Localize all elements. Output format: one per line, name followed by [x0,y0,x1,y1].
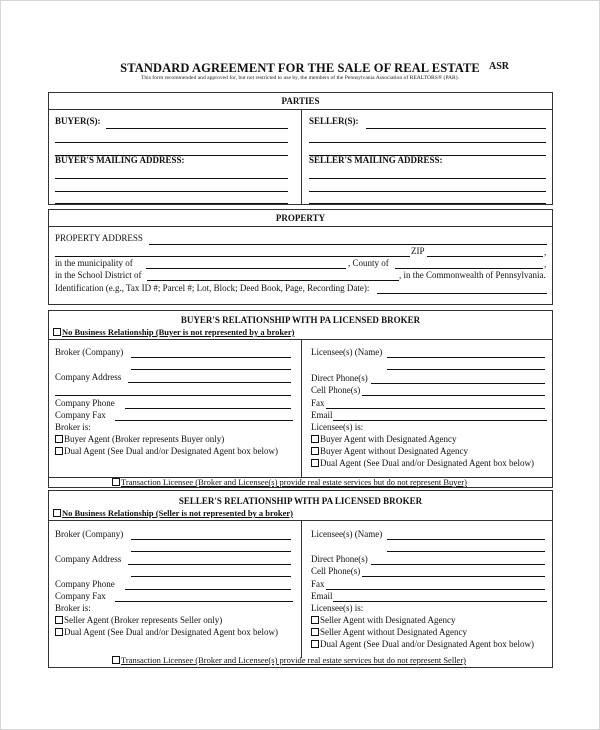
seller-company-fax-label: Company Fax [55,591,106,601]
buyer-designated-agency-checkbox[interactable] [311,435,319,443]
seller-agent-checkbox[interactable] [55,616,63,624]
seller-address-field-1[interactable] [309,178,546,179]
buyer-company-fax-label: Company Fax [55,410,106,420]
seller-broker-heading: SELLER'S RELATIONSHIP WITH PA LICENSED BROKER [178,496,423,506]
buyer-agent-checkbox[interactable] [55,435,63,443]
zip-label: ZIP [411,246,425,256]
seller-licensee-is-label: Licensee(s) is: [311,603,364,613]
buyer-company-address-label: Company Address [55,372,122,382]
form-code: ASR [489,61,510,72]
seller-transaction-licensee-checkbox[interactable] [112,656,120,664]
seller-cell-phone-label: Cell Phone(s) [311,566,361,576]
buyer-cell-phone-field[interactable] [362,395,545,396]
seller-without-designated-agency-checkbox[interactable] [311,628,319,636]
seller-transaction-licensee-label: Transaction Licensee (Broker and Licensee(s) provide real estate services but do not represent Seller) [121,655,466,665]
zip-comma: , [544,247,547,257]
buyer-email-label: Email [311,410,333,420]
buyer-broker-divider [301,340,302,477]
seller-licensee-name-field[interactable] [387,539,545,540]
buyer-dual-agent-checkbox[interactable] [55,447,63,455]
seller-email-label: Email [311,591,333,601]
seller-licensee-dual-agent-label: Dual Agent (See Dual and/or Designated Agent box below) [320,639,534,649]
document-title: STANDARD AGREEMENT FOR THE SALE OF REAL ESTATE [120,61,480,75]
buyer-broker-heading: BUYER'S RELATIONSHIP WITH PA LICENSED BROKER [180,315,421,325]
county-field[interactable] [395,268,543,269]
identification-field[interactable] [377,293,547,294]
seller-dual-agent-label: Dual Agent (See Dual and/or Designated Agent box below) [64,627,278,637]
buyer-company-fax-field[interactable] [115,420,293,421]
property-address-label: PROPERTY ADDRESS [55,233,143,243]
buyer-address-field-1[interactable] [55,178,288,179]
property-heading: PROPERTY [49,210,552,227]
seller-broker-company-field[interactable] [131,539,291,540]
seller-company-address-field[interactable] [128,564,291,565]
seller-fax-field[interactable] [326,589,545,590]
buyer-label: BUYER(S): [55,116,101,126]
buyer-direct-phone-label: Direct Phone(s) [311,373,368,383]
seller-licensee-name-label: Licensee(s) (Name) [311,529,383,539]
buyer-licensee-is-label: Licensee(s) is: [311,422,364,432]
seller-company-phone-label: Company Phone [55,579,115,589]
seller-designated-agency-label: Seller Agent with Designated Agency [320,615,456,625]
property-address-field[interactable] [149,244,547,245]
buyer-designated-agency-label: Buyer Agent with Designated Agency [320,434,457,444]
buyer-no-relationship-label: No Business Relationship (Buyer is not represented by a broker) [62,327,295,337]
seller-agent-label: Seller Agent (Broker represents Seller only) [64,615,223,625]
identification-label: Identification (e.g., Tax ID #; Parcel #; Lot, Block; Deed Book, Page, Recording Date): [55,283,370,293]
seller-fax-label: Fax [311,579,325,589]
buyer-fax-label: Fax [311,398,325,408]
seller-address-field-2[interactable] [309,191,546,192]
seller-label: SELLER(S): [309,116,359,126]
buyer-name-field[interactable] [106,128,288,129]
seller-broker-divider [301,521,302,658]
parties-heading: PARTIES [49,93,552,110]
buyer-licensee-name-field[interactable] [387,357,545,358]
buyer-address-field-2[interactable] [55,191,288,192]
buyer-licensee-name-label: Licensee(s) (Name) [311,347,383,357]
buyer-address-field-3[interactable] [55,203,288,204]
seller-no-relationship-label: No Business Relationship (Seller is not represented by a broker) [62,508,294,518]
parties-section [48,92,553,205]
buyer-licensee-name-field-2[interactable] [387,369,545,370]
buyer-without-designated-agency-label: Buyer Agent without Designated Agency [320,446,468,456]
buyer-fax-field[interactable] [326,408,545,409]
seller-licensee-dual-agent-checkbox[interactable] [311,640,319,648]
seller-company-phone-field[interactable] [125,589,291,590]
buyer-mailing-label: BUYER'S MAILING ADDRESS: [55,155,185,165]
buyer-company-address-field-2[interactable] [55,395,291,396]
seller-broker-section [48,490,553,668]
buyer-licensee-dual-agent-label: Dual Agent (See Dual and/or Designated Agent box below) [320,458,534,468]
municipality-label: in the municipality of [55,258,133,268]
seller-name-field-2[interactable] [309,142,546,143]
seller-no-relationship-checkbox[interactable] [53,509,61,517]
seller-without-designated-agency-label: Seller Agent without Designated Agency [320,627,467,637]
document-subtitle: This form recommended and approved for, but not restricted to use by, the members of the Pennsylvania Association of REALTORS® (PAR). [140,75,460,81]
seller-licensee-name-field-2[interactable] [387,551,545,552]
seller-direct-phone-label: Direct Phone(s) [311,554,368,564]
seller-address-field-3[interactable] [309,203,546,204]
county-comma: , [544,259,547,269]
buyer-no-relationship-checkbox[interactable] [53,328,61,336]
parties-divider [301,109,302,205]
commonwealth-text: , in the Commonwealth of Pennsylvania. [399,270,546,280]
seller-company-address-label: Company Address [55,554,122,564]
property-section [48,209,553,305]
seller-broker-is-label: Broker is: [55,603,91,613]
buyer-email-field[interactable] [333,420,547,421]
municipality-field[interactable] [146,268,346,269]
seller-name-field[interactable] [366,128,546,129]
buyer-company-phone-field[interactable] [125,408,291,409]
seller-email-field[interactable] [333,601,547,602]
buyer-company-address-field[interactable] [128,382,291,383]
buyer-licensee-dual-agent-checkbox[interactable] [311,459,319,467]
property-address-field-2[interactable] [55,256,410,257]
buyer-transaction-licensee-checkbox[interactable] [112,478,120,486]
buyer-name-field-2[interactable] [55,142,288,143]
seller-cell-phone-field[interactable] [362,576,545,577]
seller-broker-company-label: Broker (Company) [55,529,124,539]
seller-direct-phone-field[interactable] [371,564,545,565]
buyer-direct-phone-field[interactable] [371,383,545,384]
buyer-dual-agent-label: Dual Agent (See Dual and/or Designated Agent box below) [64,446,278,456]
seller-company-fax-field[interactable] [115,601,293,602]
buyer-without-designated-agency-checkbox[interactable] [311,447,319,455]
buyer-transaction-licensee-label: Transaction Licensee (Broker and Licensee(s) provide real estate services but do not represent Buyer) [121,477,467,487]
buyer-broker-company-field[interactable] [131,357,291,358]
seller-designated-agency-checkbox[interactable] [311,616,319,624]
buyer-broker-company-label: Broker (Company) [55,347,124,357]
seller-broker-company-field-2[interactable] [131,551,291,552]
buyer-broker-company-field-2[interactable] [131,369,291,370]
buyer-cell-phone-label: Cell Phone(s) [311,385,361,395]
school-district-label: in the School District of [55,270,142,280]
seller-company-address-field-2[interactable] [131,576,291,577]
buyer-broker-section [48,310,553,488]
buyer-company-phone-label: Company Phone [55,398,115,408]
buyer-broker-is-label: Broker is: [55,422,91,432]
county-label: , County of [348,258,389,268]
zip-field[interactable] [427,256,543,257]
school-district-field[interactable] [147,280,399,281]
buyer-agent-label: Buyer Agent (Broker represents Buyer only) [64,434,225,444]
seller-dual-agent-checkbox[interactable] [55,628,63,636]
seller-mailing-label: SELLER'S MAILING ADDRESS: [309,155,443,165]
